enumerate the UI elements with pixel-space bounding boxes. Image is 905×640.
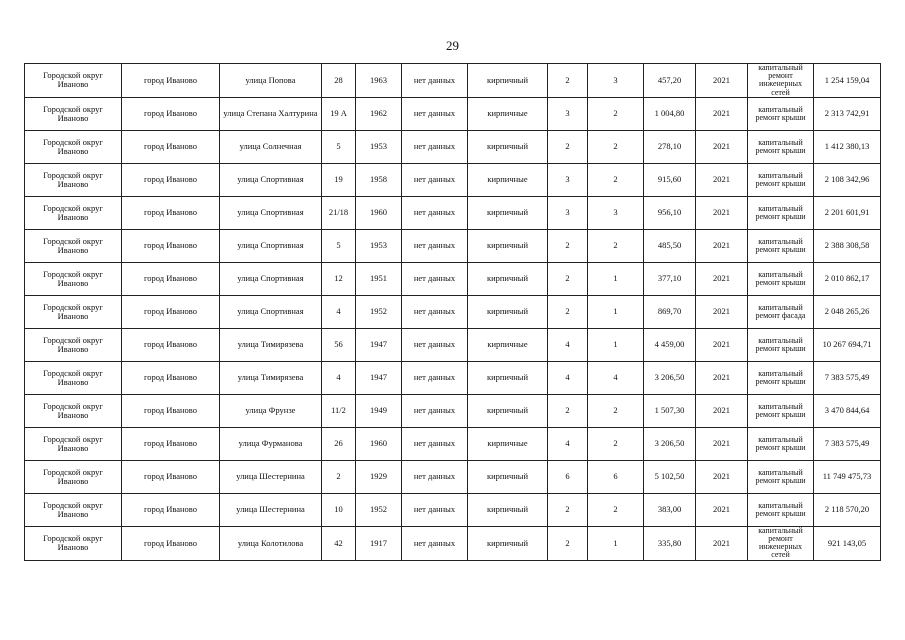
cell-cost: 10 267 694,71 [814,328,881,361]
cell-street: улица Тимирязева [220,361,322,394]
cell-area: 485,50 [644,229,696,262]
cell-work-type: капитальный ремонт крыши [748,493,814,526]
cell-floors: 3 [548,196,588,229]
table-row [25,64,881,98]
cell-commissioning-info: нет данных [402,460,468,493]
cell-floors: 4 [548,328,588,361]
cell-house-number: 4 [322,295,356,328]
cell-wall-material: кирпичный [468,361,548,394]
cell-area: 915,60 [644,163,696,196]
cell-repair-year: 2021 [696,229,748,262]
cell-street: улица Колотилова [220,526,322,560]
cell-cost: 11 749 475,73 [814,460,881,493]
cell-municipality: Городской округ Иваново [25,130,122,163]
cell-area: 278,10 [644,130,696,163]
cell-repair-year: 2021 [696,361,748,394]
cell-area: 335,80 [644,526,696,560]
cell-house-number: 2 [322,460,356,493]
table-row [25,427,881,460]
cell-repair-year: 2021 [696,64,748,98]
table-row [25,130,881,163]
cell-entrances: 2 [588,394,644,427]
cell-build-year: 1949 [356,394,402,427]
table-row [25,295,881,328]
cell-street: улица Спортивная [220,229,322,262]
cell-repair-year: 2021 [696,328,748,361]
cell-entrances: 2 [588,493,644,526]
cell-municipality: Городской округ Иваново [25,229,122,262]
cell-settlement: город Иваново [122,130,220,163]
cell-build-year: 1963 [356,64,402,98]
cell-cost: 2 201 601,91 [814,196,881,229]
building-repair-table [24,63,881,561]
cell-house-number: 28 [322,64,356,98]
cell-municipality: Городской округ Иваново [25,493,122,526]
cell-commissioning-info: нет данных [402,262,468,295]
cell-commissioning-info: нет данных [402,130,468,163]
cell-entrances: 2 [588,229,644,262]
cell-floors: 6 [548,460,588,493]
cell-commissioning-info: нет данных [402,295,468,328]
cell-build-year: 1952 [356,493,402,526]
cell-cost: 7 383 575,49 [814,427,881,460]
cell-repair-year: 2021 [696,130,748,163]
cell-cost: 2 118 570,20 [814,493,881,526]
cell-build-year: 1962 [356,97,402,130]
cell-settlement: город Иваново [122,493,220,526]
cell-work-type: капитальный ремонт крыши [748,394,814,427]
cell-entrances: 2 [588,97,644,130]
cell-repair-year: 2021 [696,97,748,130]
cell-house-number: 19 А [322,97,356,130]
cell-wall-material: кирпичный [468,526,548,560]
cell-cost: 3 470 844,64 [814,394,881,427]
cell-municipality: Городской округ Иваново [25,394,122,427]
cell-floors: 4 [548,427,588,460]
cell-street: улица Тимирязева [220,328,322,361]
cell-build-year: 1947 [356,328,402,361]
cell-house-number: 5 [322,229,356,262]
cell-work-type: капитальный ремонт крыши [748,361,814,394]
table-row [25,328,881,361]
cell-settlement: город Иваново [122,64,220,98]
cell-area: 3 206,50 [644,427,696,460]
cell-commissioning-info: нет данных [402,97,468,130]
cell-wall-material: кирпичные [468,97,548,130]
cell-cost: 921 143,05 [814,526,881,560]
cell-house-number: 21/18 [322,196,356,229]
cell-settlement: город Иваново [122,163,220,196]
cell-work-type: капитальный ремонт крыши [748,262,814,295]
cell-entrances: 1 [588,526,644,560]
page-number: 29 [446,38,459,53]
cell-build-year: 1960 [356,196,402,229]
cell-wall-material: кирпичные [468,427,548,460]
cell-municipality: Городской округ Иваново [25,361,122,394]
cell-house-number: 11/2 [322,394,356,427]
cell-entrances: 1 [588,295,644,328]
cell-entrances: 3 [588,64,644,98]
cell-wall-material: кирпичный [468,493,548,526]
cell-municipality: Городской округ Иваново [25,262,122,295]
cell-work-type: капитальный ремонт крыши [748,97,814,130]
cell-cost: 1 254 159,04 [814,64,881,98]
cell-municipality: Городской округ Иваново [25,64,122,98]
cell-house-number: 26 [322,427,356,460]
cell-work-type: капитальный ремонт фасада [748,295,814,328]
cell-entrances: 4 [588,361,644,394]
cell-work-type: капитальный ремонт инженерных сетей [748,526,814,560]
cell-street: улица Шестернина [220,493,322,526]
cell-commissioning-info: нет данных [402,361,468,394]
cell-repair-year: 2021 [696,295,748,328]
cell-street: улица Фурманова [220,427,322,460]
cell-wall-material: кирпичный [468,196,548,229]
cell-area: 4 459,00 [644,328,696,361]
cell-work-type: капитальный ремонт крыши [748,328,814,361]
cell-municipality: Городской округ Иваново [25,526,122,560]
cell-area: 383,00 [644,493,696,526]
cell-street: улица Шестернина [220,460,322,493]
cell-house-number: 42 [322,526,356,560]
cell-build-year: 1958 [356,163,402,196]
cell-municipality: Городской округ Иваново [25,295,122,328]
cell-repair-year: 2021 [696,196,748,229]
cell-entrances: 1 [588,262,644,295]
cell-entrances: 2 [588,163,644,196]
cell-build-year: 1960 [356,427,402,460]
cell-work-type: капитальный ремонт инженерных сетей [748,64,814,98]
cell-area: 3 206,50 [644,361,696,394]
cell-area: 869,70 [644,295,696,328]
cell-settlement: город Иваново [122,460,220,493]
cell-area: 377,10 [644,262,696,295]
cell-build-year: 1929 [356,460,402,493]
cell-commissioning-info: нет данных [402,493,468,526]
cell-area: 956,10 [644,196,696,229]
cell-municipality: Городской округ Иваново [25,163,122,196]
cell-build-year: 1952 [356,295,402,328]
table-row [25,493,881,526]
cell-build-year: 1951 [356,262,402,295]
cell-commissioning-info: нет данных [402,163,468,196]
cell-repair-year: 2021 [696,262,748,295]
cell-build-year: 1947 [356,361,402,394]
cell-work-type: капитальный ремонт крыши [748,229,814,262]
cell-commissioning-info: нет данных [402,394,468,427]
cell-street: улица Солнечная [220,130,322,163]
cell-area: 1 004,80 [644,97,696,130]
cell-repair-year: 2021 [696,460,748,493]
cell-commissioning-info: нет данных [402,328,468,361]
cell-floors: 2 [548,295,588,328]
cell-wall-material: кирпичный [468,262,548,295]
cell-wall-material: кирпичный [468,394,548,427]
table-row [25,394,881,427]
cell-settlement: город Иваново [122,295,220,328]
cell-wall-material: кирпичные [468,163,548,196]
table-row [25,526,881,560]
cell-area: 1 507,30 [644,394,696,427]
cell-work-type: капитальный ремонт крыши [748,130,814,163]
cell-settlement: город Иваново [122,229,220,262]
cell-street: улица Спортивная [220,295,322,328]
cell-street: улица Попова [220,64,322,98]
cell-cost: 2 313 742,91 [814,97,881,130]
cell-work-type: капитальный ремонт крыши [748,427,814,460]
cell-floors: 2 [548,262,588,295]
cell-wall-material: кирпичный [468,229,548,262]
cell-repair-year: 2021 [696,493,748,526]
table-row [25,97,881,130]
table-row [25,229,881,262]
cell-municipality: Городской округ Иваново [25,328,122,361]
cell-entrances: 2 [588,130,644,163]
table-row [25,196,881,229]
cell-street: улица Спортивная [220,163,322,196]
table-row [25,460,881,493]
cell-cost: 2 108 342,96 [814,163,881,196]
cell-house-number: 56 [322,328,356,361]
cell-street: улица Фрунзе [220,394,322,427]
cell-work-type: капитальный ремонт крыши [748,196,814,229]
cell-floors: 3 [548,97,588,130]
table-row [25,361,881,394]
cell-cost: 2 048 265,26 [814,295,881,328]
cell-house-number: 12 [322,262,356,295]
table-row [25,262,881,295]
cell-settlement: город Иваново [122,262,220,295]
cell-area: 5 102,50 [644,460,696,493]
cell-commissioning-info: нет данных [402,196,468,229]
cell-area: 457,20 [644,64,696,98]
cell-cost: 7 383 575,49 [814,361,881,394]
cell-wall-material: кирпичный [468,130,548,163]
cell-work-type: капитальный ремонт крыши [748,163,814,196]
cell-settlement: город Иваново [122,361,220,394]
cell-work-type: капитальный ремонт крыши [748,460,814,493]
cell-floors: 2 [548,229,588,262]
cell-house-number: 19 [322,163,356,196]
cell-floors: 3 [548,163,588,196]
cell-street: улица Степана Халтурина [220,97,322,130]
cell-entrances: 1 [588,328,644,361]
cell-settlement: город Иваново [122,394,220,427]
cell-floors: 2 [548,130,588,163]
cell-cost: 2 388 308,58 [814,229,881,262]
cell-floors: 4 [548,361,588,394]
cell-wall-material: кирпичные [468,328,548,361]
cell-house-number: 4 [322,361,356,394]
cell-wall-material: кирпичный [468,295,548,328]
cell-house-number: 10 [322,493,356,526]
cell-cost: 2 010 862,17 [814,262,881,295]
cell-settlement: город Иваново [122,526,220,560]
cell-build-year: 1953 [356,229,402,262]
cell-settlement: город Иваново [122,97,220,130]
table-row [25,163,881,196]
cell-floors: 2 [548,493,588,526]
cell-floors: 2 [548,526,588,560]
cell-repair-year: 2021 [696,394,748,427]
cell-repair-year: 2021 [696,163,748,196]
cell-build-year: 1953 [356,130,402,163]
cell-wall-material: кирпичный [468,460,548,493]
cell-street: улица Спортивная [220,196,322,229]
cell-entrances: 3 [588,196,644,229]
cell-commissioning-info: нет данных [402,526,468,560]
cell-floors: 2 [548,64,588,98]
cell-entrances: 2 [588,427,644,460]
cell-municipality: Городской округ Иваново [25,460,122,493]
cell-settlement: город Иваново [122,427,220,460]
cell-municipality: Городской округ Иваново [25,196,122,229]
cell-repair-year: 2021 [696,427,748,460]
cell-municipality: Городской округ Иваново [25,97,122,130]
cell-street: улица Спортивная [220,262,322,295]
table-body [25,64,881,561]
cell-settlement: город Иваново [122,196,220,229]
cell-wall-material: кирпичный [468,64,548,98]
cell-commissioning-info: нет данных [402,64,468,98]
cell-commissioning-info: нет данных [402,427,468,460]
cell-house-number: 5 [322,130,356,163]
cell-commissioning-info: нет данных [402,229,468,262]
cell-floors: 2 [548,394,588,427]
cell-municipality: Городской округ Иваново [25,427,122,460]
cell-cost: 1 412 380,13 [814,130,881,163]
cell-repair-year: 2021 [696,526,748,560]
cell-build-year: 1917 [356,526,402,560]
cell-entrances: 6 [588,460,644,493]
cell-settlement: город Иваново [122,328,220,361]
